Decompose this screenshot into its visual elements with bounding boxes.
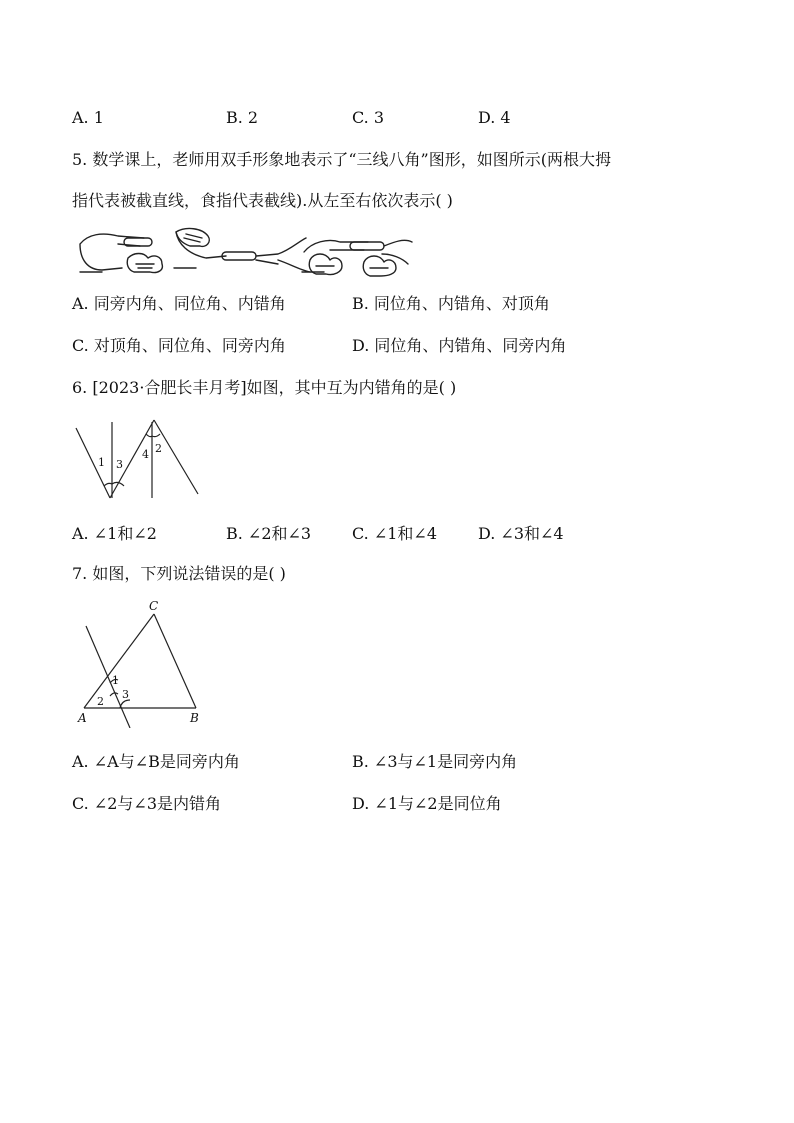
- q7-option-b: B. ∠3与∠1是同旁内角: [352, 752, 518, 771]
- q5-option-c: C. 对顶角、同位角、同旁内角: [72, 336, 286, 355]
- q7-stem: 7. 如图，下列说法错误的是( ): [72, 564, 286, 583]
- q7-triangle-figure: [72, 598, 212, 728]
- q6-option-c: C. ∠1和∠4: [352, 524, 438, 543]
- hand-gesture-1-icon: [80, 234, 162, 272]
- q6-option-d: D. ∠3和∠4: [478, 524, 564, 543]
- q7-vertex-a: A: [78, 711, 87, 725]
- q6-label-1: 1: [98, 456, 105, 469]
- q5-option-b: B. 同位角、内错角、对顶角: [352, 294, 550, 313]
- q6-option-b: B. ∠2和∠3: [226, 524, 312, 543]
- q7-label-2: 2: [97, 695, 104, 708]
- q7-option-d: D. ∠1与∠2是同位角: [352, 794, 502, 813]
- q5-option-a: A. 同旁内角、同位角、内错角: [72, 294, 286, 313]
- q5-option-d: D. 同位角、内错角、同旁内角: [352, 336, 567, 355]
- q7-vertex-b: B: [190, 711, 199, 725]
- q4-option-d: D. 4: [478, 108, 511, 127]
- q7-label-1: 1: [112, 674, 119, 687]
- q5-stem-line1: 5. 数学课上，老师用双手形象地表示了“三线八角”图形，如图所示(两根大拇: [72, 150, 611, 169]
- q4-option-a: A. 1: [72, 108, 104, 127]
- q7-label-3: 3: [122, 688, 129, 701]
- q6-option-a: A. ∠1和∠2: [72, 524, 157, 543]
- q5-stem-line2: 指代表被截直线，食指代表截线).从左至右依次表示( ): [72, 191, 453, 210]
- q7-option-c: C. ∠2与∠3是内错角: [72, 794, 222, 813]
- q6-label-2: 2: [155, 442, 162, 455]
- q5-hands-figure: [78, 224, 418, 278]
- q4-option-b: B. 2: [226, 108, 259, 127]
- q4-option-c: C. 3: [352, 108, 385, 127]
- q7-vertex-c: C: [149, 599, 159, 613]
- q6-label-4: 4: [142, 448, 149, 461]
- q7-option-a: A. ∠A与∠B是同旁内角: [72, 752, 240, 771]
- q6-label-3: 3: [116, 458, 123, 471]
- hand-gesture-3-icon: [302, 240, 412, 276]
- q6-stem: 6. [2023·合肥长丰月考]如图，其中互为内错角的是( ): [72, 378, 457, 397]
- hand-gesture-2-icon: [174, 229, 310, 272]
- q6-angle-figure: [70, 418, 210, 502]
